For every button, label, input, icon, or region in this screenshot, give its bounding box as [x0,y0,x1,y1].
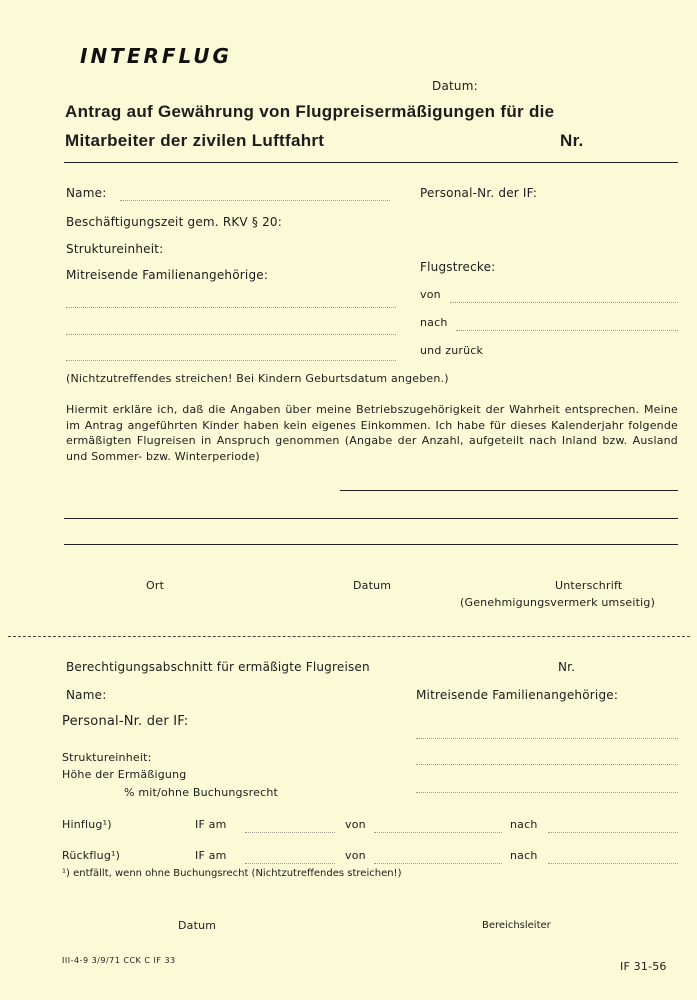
hinweis-text: (Nichtzutreffendes streichen! Bei Kindern Geburtsdatum angeben.) [66,372,449,385]
abschnitt-mitreisende-field-1[interactable] [416,738,678,739]
hinflug-nach-label: nach [510,818,538,831]
fussnote-text: ¹) entfällt, wenn ohne Buchungsrecht (Nichtzutreffendes streichen!) [62,868,402,879]
hinflug-nach-field[interactable] [548,832,678,833]
erklaerung-line-3 [64,544,678,545]
flugstrecke-label: Flugstrecke: [420,260,496,274]
rueckflug-von-label: von [345,849,366,862]
ort-label: Ort [146,579,165,592]
header-nr-label: Nr. [560,131,584,150]
hinflug-von-field[interactable] [374,832,502,833]
title-line-1: Antrag auf Gewährung von Flugpreisermäßigungen für die [65,102,555,121]
rueckflug-nach-label: nach [510,849,538,862]
zurueck-label: und zurück [420,344,484,357]
header-datum-label: Datum: [432,79,478,93]
hinflug-label: Hinflug¹) [62,818,112,831]
von-label: von [420,288,441,301]
interflug-logo: INTERFLUG [80,44,232,68]
nach-field[interactable] [456,330,678,331]
tear-off-line [8,636,690,637]
erklaerung-line-2 [64,518,678,519]
rueckflug-if-am-label: IF am [195,849,227,862]
rueckflug-nach-field[interactable] [548,863,678,864]
abschnitt-mitreisende-field-2[interactable] [416,764,678,765]
abschnitt-nr-label: Nr. [558,660,576,674]
hinflug-date-field[interactable] [245,832,335,833]
name-field[interactable] [120,200,390,201]
mitreisende-field-1[interactable] [66,307,396,308]
beschaeftigungszeit-label: Beschäftigungszeit gem. RKV § 20: [66,215,282,229]
nach-label: nach [420,316,448,329]
buchungsrecht-label: % mit/ohne Buchungsrecht [124,786,279,799]
abschnitt-datum-label: Datum [178,919,217,932]
unterschrift-label: Unterschrift [555,579,623,592]
mitreisende-field-3[interactable] [66,360,396,361]
von-field[interactable] [450,302,678,303]
abschnitt-name-label: Name: [66,688,107,702]
print-code: III-4-9 3/9/71 CCK C IF 33 [62,956,176,965]
abschnitt-personal-nr-label: Personal-Nr. der IF: [62,714,189,729]
mitreisende-label: Mitreisende Familienangehörige: [66,268,269,282]
abschnitt-struktur-label: Struktureinheit: [62,751,152,764]
genehmigung-note: (Genehmigungsvermerk umseitig) [460,596,656,609]
hoehe-label: Höhe der Ermäßigung [62,768,187,781]
personal-nr-label: Personal-Nr. der IF: [420,186,538,200]
mitreisende-field-2[interactable] [66,334,396,335]
datum-label: Datum [353,579,392,592]
abschnitt-mitreisende-label: Mitreisende Familienangehörige: [416,688,619,702]
hinflug-if-am-label: IF am [195,818,227,831]
rueckflug-date-field[interactable] [245,863,335,864]
rueckflug-label: Rückflug¹) [62,849,121,862]
rueckflug-von-field[interactable] [374,863,502,864]
struktureinheit-label: Struktureinheit: [66,242,164,256]
bereichsleiter-label: Bereichsleiter [482,920,551,931]
abschnitt-title: Berechtigungsabschnitt für ermäßigte Flugreisen [66,660,370,674]
name-label: Name: [66,186,107,200]
abschnitt-mitreisende-field-3[interactable] [416,792,678,793]
erklaerung-line-1 [340,490,678,491]
hinflug-von-label: von [345,818,366,831]
erklaerung-paragraph: Hiermit erkläre ich, daß die Angaben über meine Betriebszugehörigkeit der Wahrheit entsprechen. Meine im Antrag angeführten Kinder haben kein eigenes Einkommen. Ich habe für dieses Kalenderjahr folgende ermäßigten Flugreisen in Anspruch genommen (Angabe der Anzahl, aufgeteilt nach Inland bzw. Ausland und Sommer- bzw. Winterperiode) [66,403,678,463]
header-divider [64,162,678,163]
title-line-2: Mitarbeiter der zivilen Luftfahrt [65,131,325,150]
form-code: IF 31-56 [620,960,667,973]
